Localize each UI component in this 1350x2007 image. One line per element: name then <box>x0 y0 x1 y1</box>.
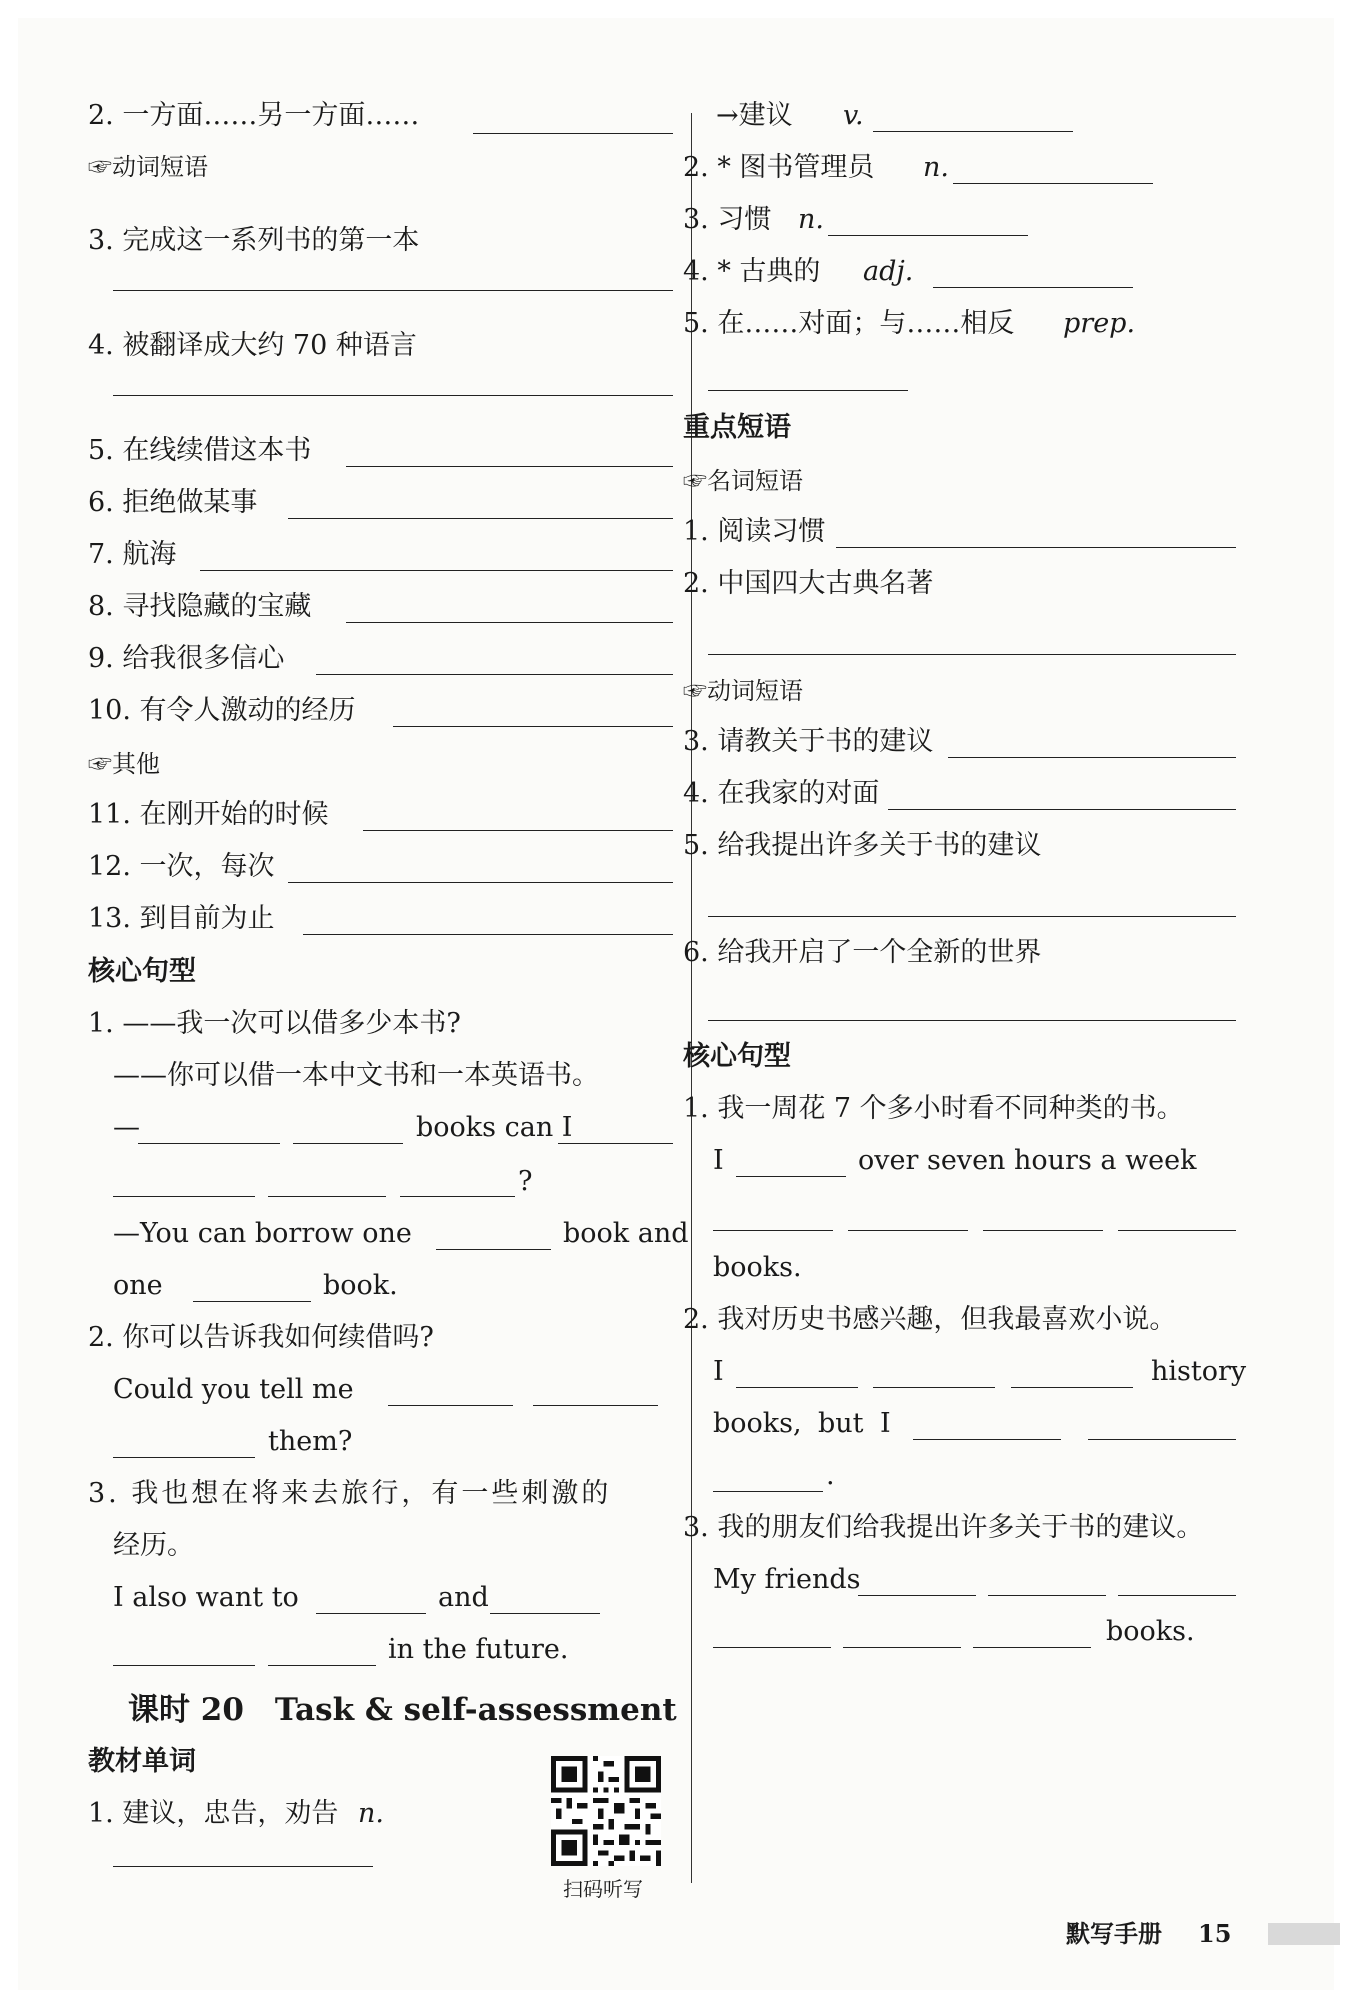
category-label: ☞动词短语 <box>88 153 208 181</box>
answer-blank[interactable] <box>400 1196 515 1197</box>
sentence-prompt: 经历。 <box>113 1530 194 1561</box>
item-text: 6. 给我开启了一个全新的世界 <box>683 937 1042 968</box>
answer-blank[interactable] <box>983 1230 1103 1231</box>
answer-blank[interactable] <box>828 235 1028 236</box>
sentence-text: I also want to <box>113 1582 299 1613</box>
sentence-prompt: 1. 我一周花 7 个多小时看不同种类的书。 <box>683 1093 1184 1124</box>
vocab-item: 5. 在……对面；与……相反 <box>683 308 1015 339</box>
answer-blank[interactable] <box>268 1196 386 1197</box>
answer-blank[interactable] <box>288 518 673 519</box>
answer-blank[interactable] <box>138 1143 280 1144</box>
qr-label: 扫码听写 <box>563 1877 643 1901</box>
item-text: 10. 有令人激动的经历 <box>88 695 356 726</box>
answer-blank[interactable] <box>200 570 673 571</box>
item-text: 2. 一方面……另一方面…… <box>88 100 420 131</box>
sentence-text: — <box>113 1112 140 1143</box>
answer-blank[interactable] <box>873 1387 995 1388</box>
sentence-text: I <box>880 1408 891 1439</box>
sentence-text: in the future. <box>388 1634 569 1665</box>
category-label: ☞动词短语 <box>683 677 803 705</box>
answer-blank[interactable] <box>293 1143 403 1144</box>
part-of-speech: v. <box>843 100 864 131</box>
answer-blank[interactable] <box>193 1301 311 1302</box>
sentence-text: one <box>113 1270 163 1301</box>
answer-blank[interactable] <box>1118 1595 1236 1596</box>
answer-blank[interactable] <box>708 390 908 391</box>
item-text: 13. 到目前为止 <box>88 903 275 934</box>
answer-blank[interactable] <box>303 934 673 935</box>
answer-blank[interactable] <box>713 1647 831 1648</box>
answer-blank[interactable] <box>858 1595 976 1596</box>
part-of-speech: n. <box>923 152 949 183</box>
item-text: 4. 被翻译成大约 70 种语言 <box>88 330 417 361</box>
answer-blank[interactable] <box>708 654 1236 655</box>
sentence-text: ? <box>518 1166 533 1197</box>
answer-blank[interactable] <box>473 133 673 134</box>
part-of-speech: n. <box>798 204 824 235</box>
vocab-item: 2. * 图书管理员 <box>683 152 875 183</box>
item-text: 1. 阅读习惯 <box>683 516 826 547</box>
item-text: 2. 中国四大古典名著 <box>683 568 934 599</box>
answer-blank[interactable] <box>113 290 673 291</box>
answer-blank[interactable] <box>888 809 1236 810</box>
workbook-page <box>18 18 1334 1990</box>
sentence-text: books can I <box>416 1112 573 1143</box>
answer-blank[interactable] <box>1088 1439 1236 1440</box>
sentence-text: book and <box>563 1218 689 1249</box>
column-divider <box>691 113 692 1883</box>
footer-decoration <box>1268 1923 1340 1945</box>
item-text: 3. 请教关于书的建议 <box>683 726 934 757</box>
sentence-text: I <box>713 1145 724 1176</box>
sentence-text: . <box>826 1460 835 1491</box>
sentence-text: books. <box>1106 1616 1195 1647</box>
part-of-speech: n. <box>358 1798 384 1829</box>
section-heading: 核心句型 <box>683 1041 791 1072</box>
answer-blank[interactable] <box>713 1230 833 1231</box>
answer-blank[interactable] <box>708 1020 1236 1021</box>
answer-blank[interactable] <box>736 1176 846 1177</box>
answer-blank[interactable] <box>953 183 1153 184</box>
item-text: 5. 给我提出许多关于书的建议 <box>683 830 1042 861</box>
sentence-text: but <box>818 1408 864 1439</box>
answer-blank[interactable] <box>316 1613 426 1614</box>
sentence-text: —You can borrow one <box>113 1218 412 1249</box>
item-text: 5. 在线续借这本书 <box>88 435 312 466</box>
answer-blank[interactable] <box>1011 1387 1133 1388</box>
sentence-prompt: 2. 你可以告诉我如何续借吗? <box>88 1322 434 1353</box>
answer-blank[interactable] <box>948 757 1236 758</box>
lesson-title: 课时 20 Task & self-assessment <box>128 1692 677 1728</box>
item-text: 12. 一次，每次 <box>88 851 275 882</box>
answer-blank[interactable] <box>363 830 673 831</box>
answer-blank[interactable] <box>113 1457 255 1458</box>
answer-blank[interactable] <box>933 287 1133 288</box>
answer-blank[interactable] <box>316 674 673 675</box>
item-text: 6. 拒绝做某事 <box>88 487 258 518</box>
vocab-item: 1. 建议，忠告，劝告 <box>88 1798 339 1829</box>
sentence-text: books. <box>713 1252 802 1283</box>
sentence-text: My friends <box>713 1564 861 1595</box>
section-heading: 教材单词 <box>88 1746 196 1777</box>
answer-blank[interactable] <box>533 1405 658 1406</box>
sentence-text: book. <box>323 1270 398 1301</box>
vocab-item: 4. * 古典的 <box>683 256 821 287</box>
answer-blank[interactable] <box>388 1405 513 1406</box>
answer-blank[interactable] <box>973 1647 1091 1648</box>
answer-blank[interactable] <box>1118 1230 1236 1231</box>
sentence-text: Could you tell me <box>113 1374 354 1405</box>
section-heading: 核心句型 <box>88 956 196 987</box>
item-text: 3. 完成这一系列书的第一本 <box>88 225 420 256</box>
sentence-prompt: 1. ——我一次可以借多少本书? <box>88 1008 461 1039</box>
answer-blank[interactable] <box>736 1387 858 1388</box>
answer-blank[interactable] <box>268 1665 376 1666</box>
section-heading: 重点短语 <box>683 412 791 443</box>
footer-label: 默写手册 <box>1066 1920 1162 1948</box>
sentence-prompt: 3. 我的朋友们给我提出许多关于书的建议。 <box>683 1512 1204 1543</box>
item-text: 8. 寻找隐藏的宝藏 <box>88 591 312 622</box>
answer-blank[interactable] <box>113 1866 373 1867</box>
category-label: ☞名词短语 <box>683 467 803 495</box>
item-text: 4. 在我家的对面 <box>683 778 880 809</box>
answer-blank[interactable] <box>713 1491 823 1492</box>
answer-blank[interactable] <box>836 547 1236 548</box>
item-text: 9. 给我很多信心 <box>88 643 285 674</box>
answer-blank[interactable] <box>873 131 1073 132</box>
sentence-text: books, <box>713 1408 802 1439</box>
sentence-prompt: 2. 我对历史书感兴趣，但我最喜欢小说。 <box>683 1304 1177 1335</box>
answer-blank[interactable] <box>288 882 673 883</box>
item-text: 11. 在刚开始的时候 <box>88 799 329 830</box>
vocab-item: 3. 习惯 <box>683 204 772 235</box>
sentence-text: I <box>713 1356 724 1387</box>
sentence-text: history <box>1151 1356 1247 1387</box>
answer-blank[interactable] <box>393 726 673 727</box>
answer-blank[interactable] <box>988 1595 1106 1596</box>
item-text: 7. 航海 <box>88 539 177 570</box>
answer-blank[interactable] <box>913 1439 1061 1440</box>
sentence-text: them? <box>268 1426 353 1457</box>
vocab-item: →建议 <box>716 100 793 131</box>
answer-blank[interactable] <box>490 1613 600 1614</box>
page-number: 15 <box>1198 1919 1232 1948</box>
answer-blank[interactable] <box>113 1196 255 1197</box>
sentence-prompt: ——你可以借一本中文书和一本英语书。 <box>113 1060 599 1091</box>
category-label: ☞其他 <box>88 750 160 778</box>
answer-blank[interactable] <box>113 395 673 396</box>
part-of-speech: adj. <box>863 256 914 287</box>
sentence-text: over seven hours a week <box>858 1145 1197 1176</box>
answer-blank[interactable] <box>558 1143 673 1144</box>
answer-blank[interactable] <box>848 1230 968 1231</box>
answer-blank[interactable] <box>708 916 1236 917</box>
part-of-speech: prep. <box>1063 308 1136 339</box>
sentence-text: and <box>438 1582 489 1613</box>
answer-blank[interactable] <box>346 466 673 467</box>
sentence-prompt: 3. 我也想在将来去旅行，有一些刺激的 <box>88 1478 612 1509</box>
qr-code[interactable] <box>551 1756 661 1866</box>
answer-blank[interactable] <box>113 1665 255 1666</box>
answer-blank[interactable] <box>843 1647 961 1648</box>
answer-blank[interactable] <box>436 1249 551 1250</box>
answer-blank[interactable] <box>346 622 673 623</box>
